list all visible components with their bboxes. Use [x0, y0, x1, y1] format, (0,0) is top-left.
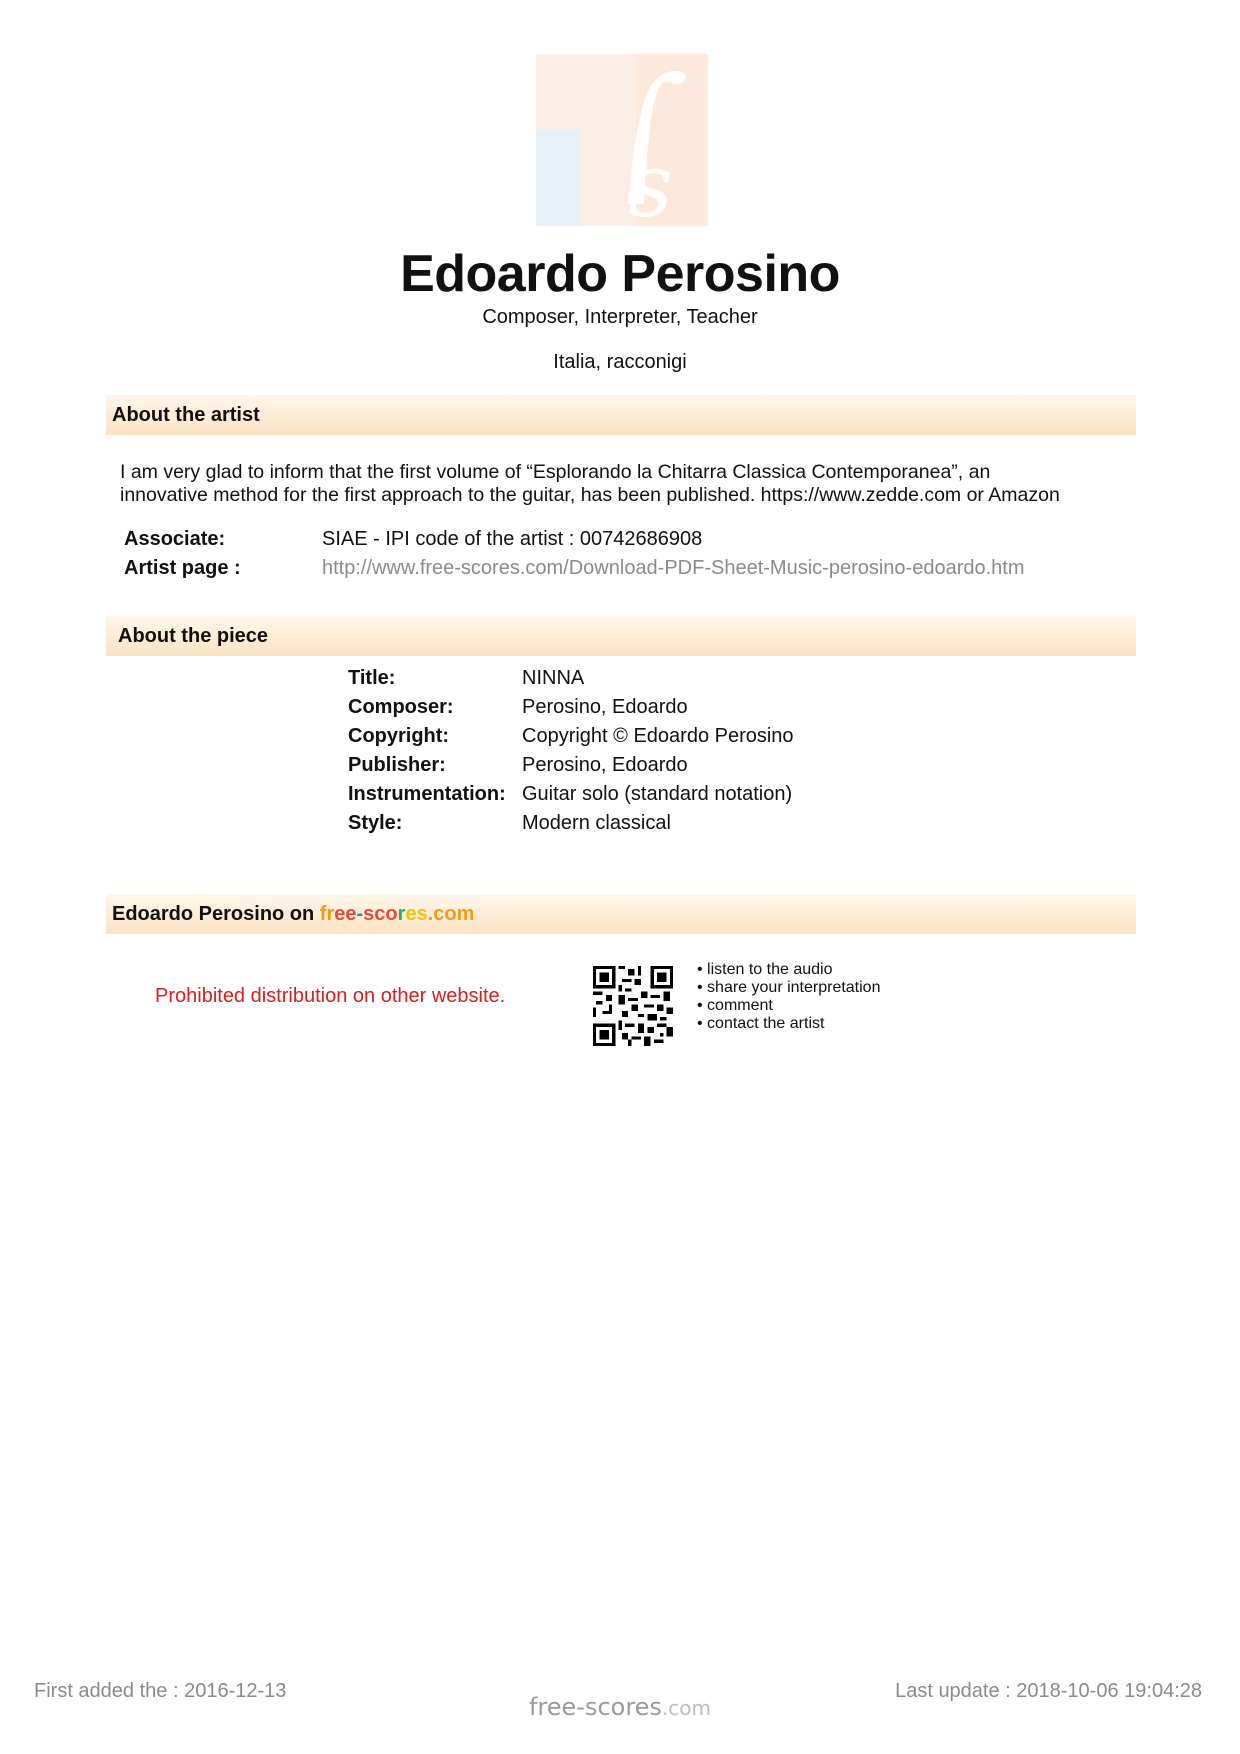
associate-value: SIAE - IPI code of the artist : 00742686908 [322, 528, 703, 550]
section-about-piece: About the piece [106, 616, 1136, 656]
on-site-prefix: Edoardo Perosino on [112, 903, 320, 925]
associate-label: Associate: [124, 528, 226, 550]
piece-label-instrumentation: Instrumentation: [348, 783, 506, 805]
first-added-date: First added the : 2016-12-13 [34, 1680, 287, 1702]
section-on-site [106, 894, 1136, 934]
svg-text:s: s [628, 134, 674, 226]
feature-comment: • comment [697, 997, 880, 1015]
artist-name: Edoardo Perosino [400, 245, 840, 303]
piece-label-title: Title: [348, 667, 396, 689]
artist-page-label: Artist page : [124, 557, 241, 579]
feature-contact-artist: • contact the artist [697, 1015, 880, 1033]
piece-value-style: Modern classical [522, 812, 671, 834]
artist-bio: I am very glad to inform that the first volume of “Esplorando la Chitarra Classica Contemporanea”, an innovative method for the first approach to the guitar, has been published. https://www.zedde.com or Amazon [120, 461, 1060, 506]
piece-value-composer: Perosino, Edoardo [522, 696, 688, 718]
piece-value-copyright: Copyright © Edoardo Perosino [522, 725, 794, 747]
footer-free-scores-logo: free-scores.com [528, 1693, 712, 1721]
piece-label-publisher: Publisher: [348, 754, 446, 776]
artist-location: Italia, racconigi [553, 351, 687, 373]
piece-label-composer: Composer: [348, 696, 454, 718]
piece-value-instrumentation: Guitar solo (standard notation) [522, 783, 793, 805]
features-list [697, 961, 880, 1033]
qr-code-icon[interactable] [593, 966, 673, 1046]
piece-value-publisher: Perosino, Edoardo [522, 754, 688, 776]
free-scores-fs-logo-icon [536, 54, 708, 226]
artist-roles: Composer, Interpreter, Teacher [482, 306, 758, 328]
free-scores-colored-logo[interactable]: free-scores.com [319, 903, 475, 925]
piece-value-title: NINNA [522, 667, 585, 689]
piece-label-style: Style: [348, 812, 403, 834]
feature-share-interpretation: • share your interpretation [697, 979, 880, 997]
artist-page-link[interactable]: http://www.free-scores.com/Download-PDF-Sheet-Music-perosino-edoardo.htm [322, 557, 1025, 579]
last-update-date: Last update : 2018-10-06 19:04:28 [895, 1680, 1202, 1702]
piece-label-copyright: Copyright: [348, 725, 450, 747]
prohibited-notice: Prohibited distribution on other website. [155, 985, 506, 1007]
feature-listen-audio: • listen to the audio [697, 961, 880, 979]
section-about-artist: About the artist [106, 395, 1136, 435]
